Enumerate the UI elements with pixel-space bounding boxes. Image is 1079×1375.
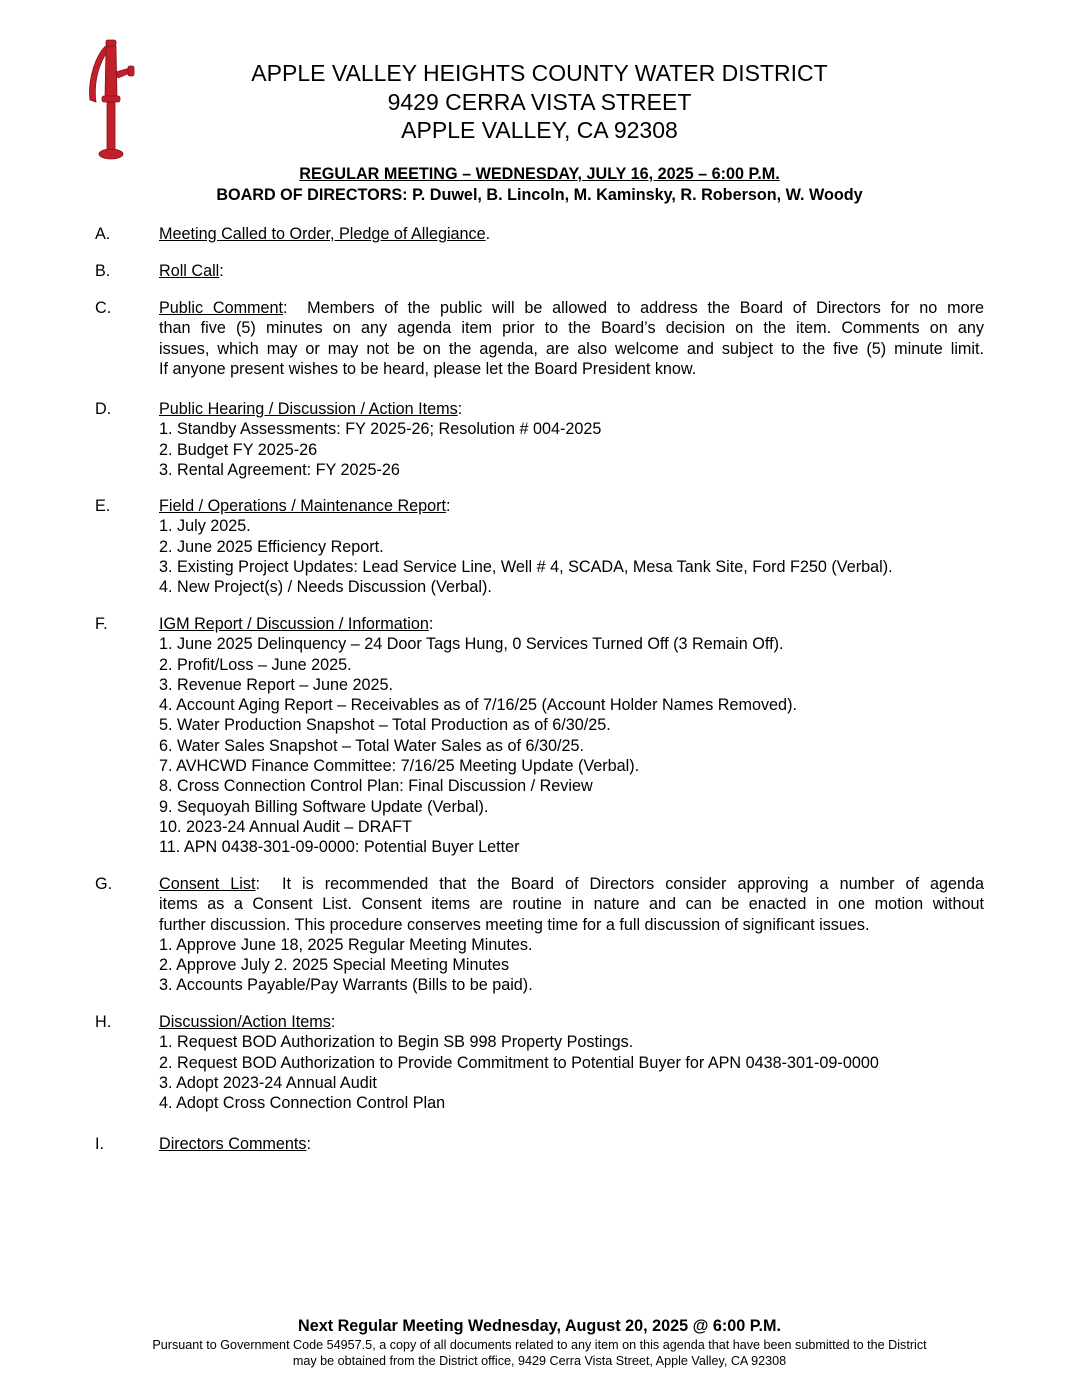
section-suffix: :	[457, 400, 463, 418]
board-of-directors: BOARD OF DIRECTORS: P. Duwel, B. Lincoln, M. Kaminsky, R. Roberson, W. Woody	[216, 185, 863, 204]
paragraph-line: issues, which may or may not be on the agenda, are also welcome and subject to the five (5) minute limit.	[159, 339, 984, 358]
section-letter: G.	[95, 875, 113, 893]
section-suffix: :	[306, 1135, 312, 1153]
district-header	[0, 59, 1079, 145]
notice-line: may be obtained from the District office, 9429 Cerra Vista Street, Apple Valley, CA 92308	[292, 1353, 787, 1368]
section-title: Directors Comments	[159, 1135, 307, 1153]
section-suffix: :	[283, 299, 288, 317]
list-item: 2. Budget FY 2025-26	[159, 440, 318, 459]
list-item: 1. Approve June 18, 2025 Regular Meeting Minutes.	[159, 935, 533, 954]
section-title: Public Hearing / Discussion / Action Items	[159, 400, 458, 418]
district-street: 9429 CERRA VISTA STREET	[387, 88, 692, 115]
paragraph-line: If anyone present wishes to be heard, please let the Board President know.	[159, 359, 697, 378]
section-title: Consent List	[159, 875, 256, 893]
district-name: APPLE VALLEY HEIGHTS COUNTY WATER DISTRICT	[251, 60, 828, 86]
list-item: 4. New Project(s) / Needs Discussion (Verbal).	[159, 578, 492, 597]
list-item: 8. Cross Connection Control Plan: Final Discussion / Review	[159, 777, 593, 796]
section-suffix: :	[446, 497, 451, 515]
meeting-info	[0, 164, 1079, 205]
list-item: 1. June 2025 Delinquency – 24 Door Tags Hung, 0 Services Turned Off (3 Remain Off).	[159, 635, 784, 654]
section-letter: D.	[95, 400, 112, 418]
paragraph-line: Members of the public will be allowed to address the Board of Directors for no more	[287, 299, 984, 317]
section-letter: F.	[95, 615, 108, 633]
section-suffix: :	[428, 615, 434, 633]
meeting-title: REGULAR MEETING – WEDNESDAY, JULY 16, 2025 – 6:00 P.M.	[299, 165, 780, 183]
section-suffix: :	[255, 875, 260, 893]
section-letter: C.	[95, 299, 112, 317]
list-item: 7. AVHCWD Finance Committee: 7/16/25 Meeting Update (Verbal).	[159, 757, 640, 776]
section-title: IGM Report / Discussion / Information	[159, 615, 429, 633]
list-item: 3. Revenue Report – June 2025.	[159, 675, 393, 694]
paragraph-line: further discussion. This procedure conserves meeting time for a full discussion of significant issues.	[159, 915, 870, 934]
list-item: 11. APN 0438-301-09-0000: Potential Buyer Letter	[159, 838, 520, 857]
list-item: 1. Request BOD Authorization to Begin SB 998 Property Postings.	[159, 1033, 634, 1052]
list-item: 2. Approve July 2. 2025 Special Meeting Minutes	[159, 956, 510, 975]
paragraph-line: It is recommended that the Board of Directors consider approving a number of agenda	[260, 875, 984, 893]
district-city: APPLE VALLEY, CA 92308	[401, 117, 678, 143]
list-item: 5. Water Production Snapshot – Total Production as of 6/30/25.	[159, 716, 611, 735]
list-item: 4. Adopt Cross Connection Control Plan	[159, 1094, 446, 1113]
list-item: 1. July 2025.	[159, 517, 251, 536]
list-item: 3. Adopt 2023-24 Annual Audit	[159, 1073, 377, 1092]
notice-line: Pursuant to Government Code 54957.5, a copy of all documents related to any item on this agenda that have been submitted to the District	[152, 1338, 927, 1352]
list-item: 3. Rental Agreement: FY 2025-26	[159, 460, 400, 479]
public-records-notice	[0, 1338, 1079, 1369]
list-item: 6. Water Sales Snapshot – Total Water Sales as of 6/30/25.	[159, 736, 585, 755]
list-item: 1. Standby Assessments: FY 2025-26; Resolution # 004-2025	[159, 420, 602, 439]
section-title: Roll Call	[159, 262, 220, 280]
list-item: 3. Accounts Payable/Pay Warrants (Bills to be paid).	[159, 976, 533, 995]
list-item: 4. Account Aging Report – Receivables as of 7/16/25 (Account Holder Names Removed).	[159, 696, 797, 715]
section-suffix: .	[485, 225, 491, 243]
list-item: 9. Sequoyah Billing Software Update (Verbal).	[159, 797, 489, 816]
section-title: Discussion/Action Items	[159, 1013, 331, 1031]
list-item: 10. 2023-24 Annual Audit – DRAFT	[159, 817, 412, 836]
section-letter: I.	[95, 1135, 104, 1153]
section-letter: B.	[95, 262, 111, 280]
paragraph-line: items as a Consent List. Consent items are routine in nature and can be enacted in one motion without	[159, 895, 984, 914]
list-item: 2. Request BOD Authorization to Provide Commitment to Potential Buyer for APN 0438-301-09-0000	[159, 1053, 879, 1072]
section-suffix: :	[219, 262, 224, 280]
section-title: Meeting Called to Order, Pledge of Allegiance	[159, 225, 486, 243]
section-letter: H.	[95, 1013, 112, 1031]
paragraph-line: than five (5) minutes on any agenda item prior to the Board’s decision on the item. Comments on any	[159, 319, 984, 338]
list-item: 3. Existing Project Updates: Lead Service Line, Well # 4, SCADA, Mesa Tank Site, Ford F250 (Verbal).	[159, 557, 893, 576]
section-suffix: :	[330, 1013, 336, 1031]
section-title: Public Comment	[159, 299, 284, 317]
section-letter: A.	[95, 225, 111, 243]
list-item: 2. Profit/Loss – June 2025.	[159, 655, 352, 674]
next-meeting: Next Regular Meeting Wednesday, August 20, 2025 @ 6:00 P.M.	[298, 1317, 781, 1335]
list-item: 2. June 2025 Efficiency Report.	[159, 537, 384, 556]
section-letter: E.	[95, 497, 111, 515]
section-title: Field / Operations / Maintenance Report	[159, 497, 447, 515]
